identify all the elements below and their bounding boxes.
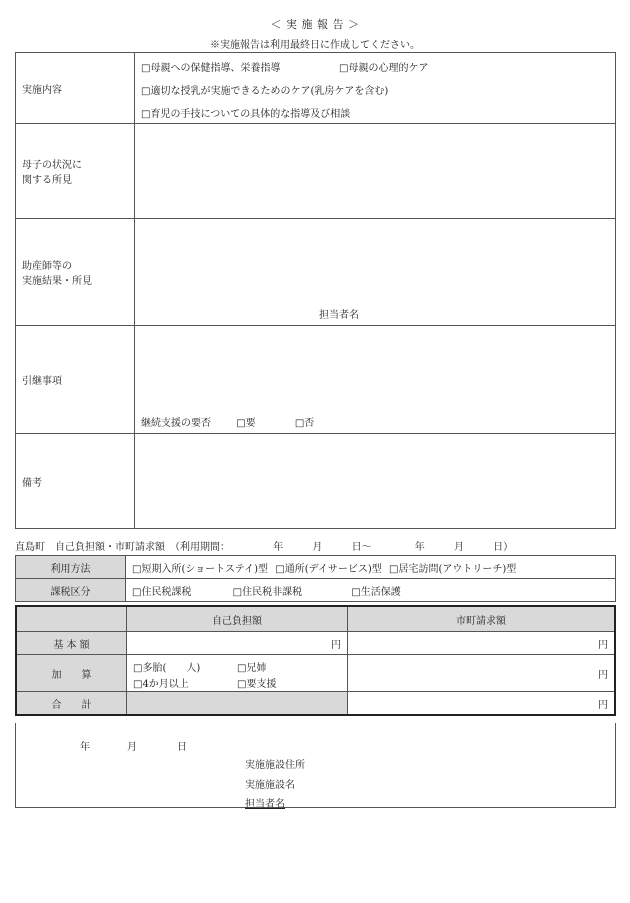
page-title: ＜ 実 施 報 告 ＞ [270, 18, 360, 31]
col-self-header: 自己負担額 [127, 606, 348, 632]
footer-staff-label: 担当者名 [245, 799, 285, 810]
option-welfare[interactable]: □生活保護 [351, 586, 401, 598]
option-four-months[interactable]: □4か月以上 [133, 679, 189, 690]
date-year: 年 [80, 742, 90, 753]
option-outreach[interactable]: □居宅訪問(アウトリーチ)型 [389, 563, 517, 575]
billing-heading: 直島町 自己負担額・市町請求額 （利用期間： 年 月 日～ 年 月 日） [15, 542, 514, 553]
option-short-stay[interactable]: □短期入所(ショートステイ)型 [132, 563, 269, 575]
option-non-taxed[interactable]: □住民税非課税 [232, 586, 303, 598]
add-label: 加 算 [16, 655, 127, 692]
mother-child-label: 母子の状況に 関する所見 [16, 124, 135, 219]
handover-field[interactable] [135, 326, 616, 434]
instruction-note: ※実施報告は利用最終日に作成してください。 [210, 40, 420, 51]
mother-child-field[interactable] [135, 124, 616, 219]
facility-name-label: 実施施設名 [245, 780, 295, 791]
add-city-field[interactable]: 円 [348, 655, 616, 692]
basic-city-field[interactable]: 円 [348, 632, 616, 655]
total-label: 合 計 [16, 692, 127, 716]
col-city-header: 市町請求額 [348, 606, 616, 632]
basic-label: 基 本 額 [16, 632, 127, 655]
method-label: 利用方法 [16, 556, 126, 579]
cost-table [15, 605, 616, 716]
continue-label: 継続支援の要否 [141, 418, 211, 429]
midwife-label: 助産師等の 実施結果・所見 [16, 219, 135, 326]
option-sibling[interactable]: □兄姉 [237, 663, 267, 674]
option-psych-care[interactable]: □母親の心理的ケア [339, 63, 429, 74]
handover-label: 引継事項 [16, 326, 135, 434]
option-childcare-guidance[interactable]: □育児の手技についての具体的な指導及び相談 [141, 109, 351, 120]
add-self-options [127, 655, 348, 692]
continue-no-checkbox[interactable]: □否 [294, 418, 315, 429]
option-support-needed[interactable]: □要支援 [237, 679, 277, 690]
option-multiple-birth[interactable]: □多胎( 人) [133, 663, 201, 674]
midwife-field[interactable] [135, 219, 616, 326]
facility-address-label: 実施施設住所 [245, 760, 305, 771]
cost-corner [16, 606, 127, 632]
basic-self-field[interactable]: 円 [127, 632, 348, 655]
option-taxed[interactable]: □住民税課税 [132, 586, 192, 598]
staff-name-label: 担当者名 [319, 310, 359, 321]
content-options [135, 53, 616, 124]
remarks-label: 備考 [16, 434, 135, 529]
option-day-service[interactable]: □通所(デイサービス)型 [275, 563, 382, 575]
total-self-field [127, 692, 348, 716]
total-city-field[interactable]: 円 [348, 692, 616, 716]
continue-yes-checkbox[interactable]: □要 [236, 418, 256, 429]
content-label: 実施内容 [16, 53, 135, 124]
signature-block [15, 723, 616, 808]
report-table [15, 52, 616, 529]
option-breast-care[interactable]: □適切な授乳が実施できるためのケア(乳房ケアを含む) [141, 86, 389, 97]
tax-label: 課税区分 [16, 579, 126, 602]
method-options [126, 556, 616, 579]
date-day: 日 [177, 742, 187, 753]
option-health-guidance[interactable]: □母親への保健指導、栄養指導 [141, 63, 281, 74]
tax-options [126, 579, 616, 602]
usage-table [15, 555, 616, 602]
remarks-field[interactable] [135, 434, 616, 529]
date-month: 月 [127, 742, 137, 753]
